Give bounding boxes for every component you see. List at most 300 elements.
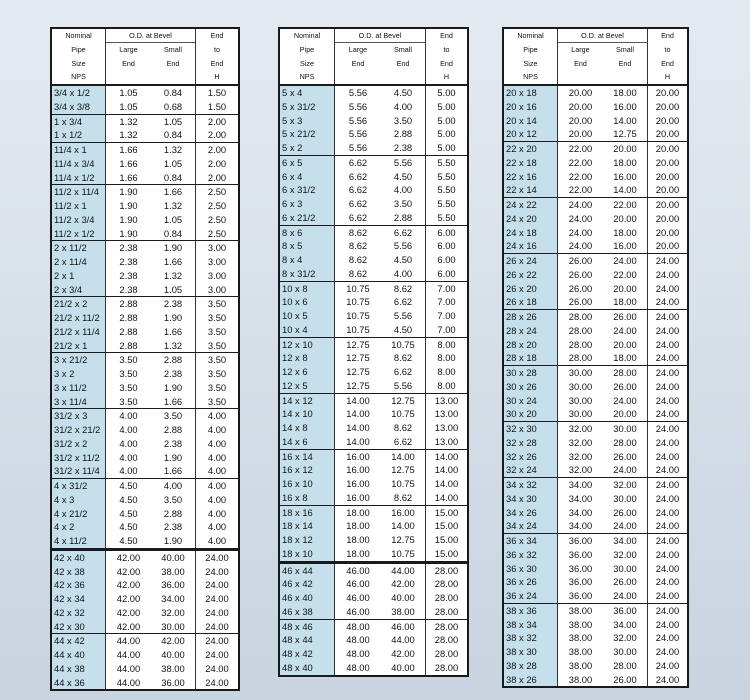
nominal-pipe-size-cell: 4 x 11/2 xyxy=(52,534,106,548)
table-row xyxy=(504,436,687,450)
row-group xyxy=(52,185,238,241)
large-end-od-cell: 46.00 xyxy=(346,592,370,603)
nominal-pipe-size-cell: 34 x 24 xyxy=(504,519,558,533)
nominal-pipe-size-cell: 38 x 28 xyxy=(504,659,558,673)
end-to-end-cell: 14.00 xyxy=(434,478,459,489)
small-end-od-cell: 30.00 xyxy=(603,422,648,436)
table-row xyxy=(504,268,687,282)
nominal-pipe-size-header: NPS xyxy=(280,70,335,84)
nominal-pipe-size-cell: 32 x 26 xyxy=(504,450,558,464)
end-to-end-cell: 24.00 xyxy=(655,338,680,350)
nominal-pipe-size-cell: 32 x 24 xyxy=(504,463,558,477)
nominal-pipe-size-cell: 48 x 46 xyxy=(280,620,335,634)
large-end-od-cell: 28.00 xyxy=(568,338,593,350)
table-row xyxy=(52,367,238,381)
large-end-od-cell: 26.00 xyxy=(568,255,593,266)
nominal-pipe-size-cell: 10 x 6 xyxy=(280,295,335,309)
nominal-pipe-size-cell: 2 x 1 xyxy=(52,269,106,283)
table-row xyxy=(52,199,238,213)
large-end-od-cell: 28.00 xyxy=(568,352,593,364)
table-row xyxy=(52,115,238,129)
table-row xyxy=(52,606,238,620)
large-end-od-cell: 8.62 xyxy=(348,254,368,265)
row-group xyxy=(504,142,687,198)
large-end-od-cell: 30.00 xyxy=(568,367,593,378)
header-row xyxy=(504,29,687,43)
end-to-end-cell: 24.00 xyxy=(655,324,680,336)
small-end-od-cell: 26.00 xyxy=(603,575,648,589)
row-group xyxy=(504,198,687,254)
large-end-header: Large xyxy=(119,44,138,54)
large-end-od-cell: 5.56 xyxy=(348,142,368,153)
small-end-od-cell: 4.00 xyxy=(381,100,426,114)
small-end-od-cell: 44.00 xyxy=(381,633,426,647)
small-end-od-cell: 8.62 xyxy=(381,351,426,365)
nominal-pipe-size-cell: 22 x 20 xyxy=(504,142,558,156)
table-row xyxy=(52,437,238,451)
table-row xyxy=(280,620,467,634)
table-row xyxy=(52,464,238,478)
small-end-od-cell: 42.00 xyxy=(381,577,426,591)
nominal-pipe-size-cell: 11/4 x 3/4 xyxy=(52,157,106,171)
table-row xyxy=(52,565,238,579)
table-row xyxy=(504,548,687,562)
large-end-od-cell: 1.32 xyxy=(119,115,138,127)
end-to-end-cell: 24.00 xyxy=(655,408,680,420)
large-end-od-cell: 44.00 xyxy=(116,662,141,674)
large-end-od-cell: 4.00 xyxy=(119,451,138,463)
nominal-pipe-size-header: Pipe xyxy=(280,43,335,57)
small-end-od-cell: 4.50 xyxy=(381,170,426,184)
nominal-pipe-size-header: NPS xyxy=(52,70,106,84)
nominal-pipe-size-cell: 5 x 21/2 xyxy=(280,127,335,141)
table-row xyxy=(280,647,467,661)
large-end-od-cell: 1.90 xyxy=(119,227,138,239)
nominal-pipe-size-cell: 6 x 4 xyxy=(280,170,335,184)
large-end-od-cell: 18.00 xyxy=(346,547,370,559)
end-to-end-header: to xyxy=(443,44,450,54)
end-to-end-cell: 24.00 xyxy=(655,255,680,266)
end-to-end-cell: 20.00 xyxy=(655,226,680,238)
nominal-pipe-size-cell: 2 x 11/4 xyxy=(52,255,106,269)
table-row xyxy=(52,213,238,227)
small-end-header: Small xyxy=(603,43,648,57)
large-end-od-cell: 32.00 xyxy=(568,450,593,462)
row-group xyxy=(280,620,467,675)
small-end-od-cell: 2.38 xyxy=(151,297,196,311)
nominal-pipe-size-cell: 16 x 12 xyxy=(280,463,335,477)
small-end-od-cell: 16.00 xyxy=(603,239,648,253)
table-row xyxy=(504,380,687,394)
table-row xyxy=(280,577,467,591)
small-end-od-cell: 20.00 xyxy=(603,212,648,226)
nominal-pipe-size-cell: 4 x 3 xyxy=(52,493,106,507)
end-to-end-cell: 2.00 xyxy=(207,144,227,155)
small-end-od-cell: 8.62 xyxy=(381,491,426,505)
large-end-od-cell: 22.00 xyxy=(568,156,593,168)
nominal-pipe-size-header: Nominal xyxy=(504,29,558,43)
table-row xyxy=(280,533,467,547)
large-end-od-cell: 44.00 xyxy=(116,676,141,688)
small-end-od-cell: 1.32 xyxy=(151,143,196,157)
end-to-end-cell: 3.50 xyxy=(207,395,227,407)
small-end-od-cell: 1.32 xyxy=(151,199,196,213)
nominal-pipe-size-cell: 6 x 3 xyxy=(280,197,335,211)
large-end-od-cell: 4.00 xyxy=(119,410,138,422)
nominal-pipe-size-cell: 12 x 10 xyxy=(280,338,335,352)
large-end-od-cell: 24.00 xyxy=(568,212,593,224)
row-group xyxy=(504,534,687,604)
nominal-pipe-size-cell: 4 x 2 xyxy=(52,520,106,534)
nominal-pipe-size-cell: 32 x 30 xyxy=(504,422,558,436)
end-to-end-cell: 24.00 xyxy=(655,464,680,476)
small-end-od-cell: 24.00 xyxy=(603,324,648,338)
nominal-pipe-size-cell: 28 x 26 xyxy=(504,310,558,324)
large-end-od-cell: 48.00 xyxy=(346,648,370,659)
nominal-pipe-size-cell: 22 x 14 xyxy=(504,183,558,197)
end-to-end-cell: 20.00 xyxy=(655,170,680,182)
large-end-header: Large xyxy=(571,44,590,54)
table-row xyxy=(504,492,687,506)
nominal-pipe-size-cell: 28 x 24 xyxy=(504,324,558,338)
small-end-od-cell: 5.56 xyxy=(381,239,426,253)
large-end-od-cell: 10.75 xyxy=(346,296,370,308)
nominal-pipe-size-cell: 6 x 31/2 xyxy=(280,183,335,197)
end-to-end-cell: 24.00 xyxy=(655,282,680,294)
nominal-pipe-size-cell: 12 x 6 xyxy=(280,365,335,379)
end-to-end-cell: 8.00 xyxy=(437,379,456,391)
header-row xyxy=(504,57,687,71)
table-row xyxy=(52,409,238,423)
small-end-od-cell: 30.00 xyxy=(603,645,648,659)
table-row xyxy=(504,604,687,618)
nominal-pipe-size-cell: 5 x 4 xyxy=(280,86,335,100)
nominal-pipe-size-cell: 4 x 21/2 xyxy=(52,507,106,521)
end-to-end-cell: 24.00 xyxy=(655,659,680,671)
small-end-od-cell: 36.00 xyxy=(603,604,648,618)
end-to-end-cell: 24.00 xyxy=(655,423,680,434)
large-end-od-cell: 16.00 xyxy=(346,450,370,462)
large-end-od-cell: 36.00 xyxy=(568,576,593,588)
small-end-od-cell: 1.66 xyxy=(151,255,196,269)
small-end-od-cell: 1.05 xyxy=(151,213,196,227)
small-end-header: End xyxy=(151,57,196,71)
large-end-od-cell: 6.62 xyxy=(348,170,368,182)
end-to-end-cell: 24.00 xyxy=(205,606,229,618)
nominal-pipe-size-cell: 1 x 3/4 xyxy=(52,115,106,129)
small-end-od-cell: 0.84 xyxy=(151,171,196,185)
nominal-pipe-size-cell: 30 x 28 xyxy=(504,366,558,380)
table-row xyxy=(280,564,467,578)
table-row xyxy=(504,239,687,253)
table-row xyxy=(52,676,238,690)
small-end-od-cell: 12.75 xyxy=(381,533,426,547)
header-row xyxy=(52,29,238,43)
table-row xyxy=(504,114,687,128)
nominal-pipe-size-cell: 18 x 14 xyxy=(280,519,335,533)
end-to-end-cell: 3.50 xyxy=(207,339,227,351)
large-end-od-cell: 18.00 xyxy=(346,520,370,532)
nominal-pipe-size-cell: 48 x 40 xyxy=(280,661,335,675)
large-end-od-cell: 20.00 xyxy=(568,114,593,126)
small-end-od-cell: 0.68 xyxy=(151,100,196,114)
nominal-pipe-size-cell: 42 x 32 xyxy=(52,606,106,620)
large-end-od-cell: 5.56 xyxy=(348,100,368,112)
large-end-od-cell: 26.00 xyxy=(568,268,593,280)
table-row xyxy=(52,395,238,409)
small-end-od-cell: 5.56 xyxy=(381,309,426,323)
end-to-end-cell: 5.00 xyxy=(437,114,456,126)
end-to-end-cell: 15.00 xyxy=(434,547,459,559)
large-end-od-cell: 16.00 xyxy=(346,491,370,503)
end-to-end-cell: 3.00 xyxy=(207,269,227,281)
small-end-od-cell: 1.05 xyxy=(151,115,196,129)
nominal-pipe-size-cell: 42 x 36 xyxy=(52,578,106,592)
nominal-pipe-size-cell: 2 x 11/2 xyxy=(52,241,106,255)
table-row xyxy=(504,562,687,576)
table-row xyxy=(504,631,687,645)
table-row xyxy=(504,338,687,352)
small-end-od-cell: 32.00 xyxy=(603,548,648,562)
table-row xyxy=(280,491,467,505)
small-end-od-cell: 1.32 xyxy=(151,269,196,283)
end-to-end-cell: 20.00 xyxy=(655,199,680,210)
table-row xyxy=(280,379,467,393)
large-end-od-cell: 4.50 xyxy=(119,480,138,491)
end-to-end-cell: 6.00 xyxy=(437,267,456,279)
end-to-end-header: to xyxy=(214,44,220,54)
small-end-od-cell: 32.00 xyxy=(151,606,196,620)
end-to-end-header: End xyxy=(661,31,674,40)
table-row xyxy=(280,661,467,675)
small-end-od-cell: 4.00 xyxy=(381,267,426,281)
small-end-od-cell: 22.00 xyxy=(603,268,648,282)
large-end-od-cell: 22.00 xyxy=(568,184,593,196)
end-to-end-header: H xyxy=(214,72,220,82)
nominal-pipe-size-cell: 38 x 30 xyxy=(504,645,558,659)
end-to-end-cell: 28.00 xyxy=(434,592,459,603)
row-group xyxy=(504,478,687,534)
large-end-od-cell: 32.00 xyxy=(568,464,593,476)
small-end-od-cell: 18.00 xyxy=(603,86,648,100)
end-to-end-cell: 24.00 xyxy=(205,676,229,688)
table-row xyxy=(52,620,238,634)
small-end-od-cell: 12.75 xyxy=(603,127,648,141)
nominal-pipe-size-cell: 42 x 34 xyxy=(52,592,106,606)
end-to-end-cell: 28.00 xyxy=(434,661,459,673)
table-row xyxy=(52,311,238,325)
small-end-od-cell: 16.00 xyxy=(603,100,648,114)
nominal-pipe-size-cell: 11/2 x 3/4 xyxy=(52,213,106,227)
table-row xyxy=(280,633,467,647)
large-end-od-cell: 30.00 xyxy=(568,408,593,420)
end-to-end-cell: 4.00 xyxy=(207,451,227,463)
large-end-od-cell: 24.00 xyxy=(568,199,593,210)
end-to-end-cell: 5.00 xyxy=(437,87,456,98)
nominal-pipe-size-cell: 38 x 26 xyxy=(504,673,558,687)
small-end-od-cell: 30.00 xyxy=(603,492,648,506)
end-to-end-cell: 3.50 xyxy=(207,381,227,393)
table-header xyxy=(504,29,687,86)
large-end-od-cell: 3.50 xyxy=(119,354,138,366)
nominal-pipe-size-cell: 11/2 x 1/2 xyxy=(52,227,106,241)
table-row xyxy=(280,114,467,128)
nominal-pipe-size-cell: 21/2 x 2 xyxy=(52,297,106,311)
large-end-od-cell: 10.75 xyxy=(346,323,370,335)
small-end-od-cell: 5.56 xyxy=(381,379,426,393)
small-end-od-cell: 38.00 xyxy=(381,605,426,619)
end-to-end-cell: 28.00 xyxy=(434,605,459,617)
row-group xyxy=(280,156,467,226)
nominal-pipe-size-cell: 8 x 6 xyxy=(280,226,335,240)
end-to-end-cell: 2.50 xyxy=(207,213,227,225)
table-row xyxy=(504,366,687,380)
table-row xyxy=(504,673,687,687)
row-group xyxy=(52,353,238,409)
end-to-end-cell: 28.00 xyxy=(434,578,459,590)
end-to-end-cell: 24.00 xyxy=(655,646,680,657)
nominal-pipe-size-header: Pipe xyxy=(52,43,106,57)
small-end-od-cell: 16.00 xyxy=(603,170,648,184)
end-to-end-cell: 24.00 xyxy=(655,506,680,518)
end-to-end-cell: 15.00 xyxy=(434,520,459,532)
end-to-end-cell: 24.00 xyxy=(655,479,680,490)
small-end-od-cell: 2.38 xyxy=(151,437,196,451)
nominal-pipe-size-cell: 30 x 26 xyxy=(504,380,558,394)
nominal-pipe-size-cell: 42 x 38 xyxy=(52,565,106,579)
small-end-od-cell: 18.00 xyxy=(603,295,648,309)
small-end-od-cell: 14.00 xyxy=(381,519,426,533)
small-end-od-cell: 14.00 xyxy=(603,114,648,128)
large-end-od-cell: 16.00 xyxy=(346,464,370,476)
table-row xyxy=(504,422,687,436)
end-to-end-cell: 5.50 xyxy=(437,211,456,223)
end-to-end-header: End xyxy=(210,58,224,68)
header-row xyxy=(52,70,238,84)
nominal-pipe-size-cell: 11/2 x 1 xyxy=(52,199,106,213)
large-end-od-cell: 2.38 xyxy=(119,269,138,281)
small-end-od-cell: 1.90 xyxy=(151,534,196,548)
small-end-od-cell: 34.00 xyxy=(151,592,196,606)
large-end-od-cell: 32.00 xyxy=(568,423,593,434)
end-to-end-cell: 24.00 xyxy=(655,367,680,378)
table-row xyxy=(280,463,467,477)
nominal-pipe-size-cell: 3/4 x 1/2 xyxy=(52,86,106,100)
end-to-end-cell: 20.00 xyxy=(655,100,680,112)
large-end-od-cell: 10.75 xyxy=(346,310,370,321)
nominal-pipe-size-cell: 24 x 22 xyxy=(504,198,558,212)
end-to-end-cell: 20.00 xyxy=(655,87,680,98)
small-end-od-cell: 40.00 xyxy=(381,591,426,605)
large-end-od-cell: 44.00 xyxy=(116,649,141,660)
nominal-pipe-size-cell: 44 x 36 xyxy=(52,676,106,690)
small-end-od-cell: 26.00 xyxy=(603,310,648,324)
nominal-pipe-size-cell: 14 x 12 xyxy=(280,394,335,408)
end-to-end-header: End xyxy=(440,31,453,40)
table-row xyxy=(280,197,467,211)
od-at-bevel-header: O.D. at Bevel xyxy=(558,29,648,43)
table-row xyxy=(280,435,467,449)
small-end-od-cell: 2.88 xyxy=(151,507,196,521)
large-end-od-cell: 2.38 xyxy=(119,283,138,295)
end-to-end-cell: 13.00 xyxy=(434,422,459,433)
table-row xyxy=(504,463,687,477)
large-end-od-cell: 1.90 xyxy=(119,186,138,198)
small-end-od-cell: 20.00 xyxy=(603,282,648,296)
large-end-od-cell: 6.62 xyxy=(348,211,368,223)
table-row xyxy=(280,156,467,170)
nominal-pipe-size-cell: 8 x 4 xyxy=(280,253,335,267)
end-to-end-cell: 24.00 xyxy=(655,562,680,574)
row-group xyxy=(280,338,467,394)
small-end-od-cell: 8.62 xyxy=(381,282,426,296)
header-row xyxy=(280,29,467,43)
large-end-od-cell: 42.00 xyxy=(116,565,141,577)
end-to-end-cell: 7.00 xyxy=(437,282,456,294)
large-end-od-cell: 12.75 xyxy=(346,338,370,350)
small-end-od-cell: 1.05 xyxy=(151,283,196,297)
large-end-od-cell: 16.00 xyxy=(346,478,370,489)
large-end-od-cell: 36.00 xyxy=(568,562,593,574)
large-end-od-cell: 36.00 xyxy=(568,548,593,560)
nominal-pipe-size-cell: 10 x 8 xyxy=(280,282,335,296)
large-end-od-cell: 4.50 xyxy=(119,493,138,505)
table-row xyxy=(504,254,687,268)
small-end-od-cell: 24.00 xyxy=(603,394,648,408)
end-to-end-cell: 7.00 xyxy=(437,323,456,335)
nominal-pipe-size-cell: 42 x 30 xyxy=(52,620,106,634)
large-end-od-cell: 34.00 xyxy=(568,492,593,504)
small-end-od-cell: 22.00 xyxy=(603,198,648,212)
small-end-od-cell: 10.75 xyxy=(381,547,426,561)
nominal-pipe-size-cell: 34 x 30 xyxy=(504,492,558,506)
end-to-end-cell: 7.00 xyxy=(437,310,456,321)
nominal-pipe-size-header: Pipe xyxy=(504,43,558,57)
large-end-od-cell: 1.66 xyxy=(119,171,138,183)
large-end-od-cell: 12.75 xyxy=(346,379,370,391)
large-end-od-cell: 5.56 xyxy=(348,87,368,98)
small-end-od-cell: 2.88 xyxy=(151,423,196,437)
nominal-pipe-size-cell: 31/2 x 21/2 xyxy=(52,423,106,437)
large-end-od-cell: 2.38 xyxy=(119,242,138,254)
nominal-pipe-size-cell: 26 x 20 xyxy=(504,282,558,296)
table-row xyxy=(504,142,687,156)
end-to-end-cell: 3.50 xyxy=(207,298,227,310)
nominal-pipe-size-cell: 31/2 x 3 xyxy=(52,409,106,423)
table-row xyxy=(280,421,467,435)
small-end-od-cell: 0.84 xyxy=(151,86,196,100)
large-end-od-cell: 1.05 xyxy=(119,100,138,112)
table-row xyxy=(280,141,467,155)
table-row xyxy=(504,310,687,324)
table-row xyxy=(504,226,687,240)
table-row xyxy=(280,226,467,240)
end-to-end-cell: 20.00 xyxy=(655,143,680,154)
table-row xyxy=(280,267,467,281)
nominal-pipe-size-header: Size xyxy=(280,57,335,71)
large-end-od-cell: 42.00 xyxy=(116,593,141,604)
end-to-end-header: End xyxy=(440,58,453,68)
row-group xyxy=(52,479,238,549)
table-row xyxy=(504,450,687,464)
table-row xyxy=(504,506,687,520)
end-to-end-cell: 5.00 xyxy=(437,128,456,140)
table-row xyxy=(280,338,467,352)
small-end-od-cell: 1.90 xyxy=(151,381,196,395)
nominal-pipe-size-cell: 2 x 3/4 xyxy=(52,283,106,297)
small-end-od-cell: 32.00 xyxy=(603,478,648,492)
table-row xyxy=(280,323,467,337)
